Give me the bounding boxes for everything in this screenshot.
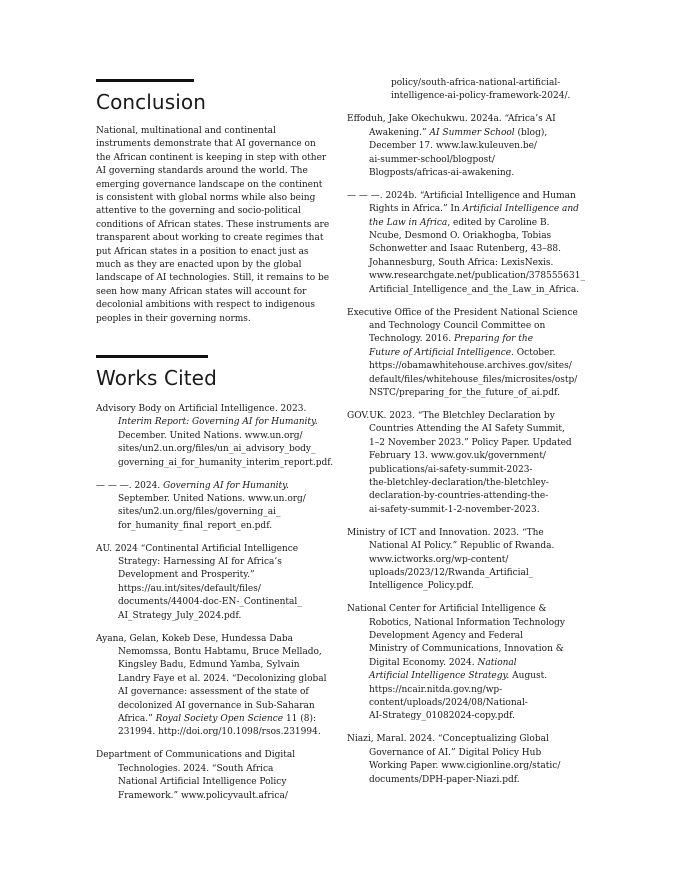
reference-line: Strategy: Harnessing AI for Africa’s (118, 557, 282, 568)
section-rule (96, 79, 194, 82)
reference-line: content/uploads/2024/08/National- (369, 698, 528, 709)
reference-line: Kingsley Badu, Edmund Yamba, Sylvain (118, 660, 300, 671)
reference-line: for_humanity_final_report_en.pdf. (118, 520, 273, 531)
works-cited-heading: Works Cited (96, 366, 217, 390)
reference-line: Nemomssa, Bontu Habtamu, Bruce Mellado, (118, 647, 322, 657)
reference-line: https://ncair.nitda.gov.ng/wp- (369, 684, 503, 695)
reference-line: Digital Economy. 2024. National (369, 657, 517, 668)
reference-line: National AI Policy.” Republic of Rwanda. (369, 541, 555, 552)
reference-line: Effoduh, Jake Okechukwu. 2024a. “Africa’s AI (347, 114, 556, 125)
reference-line: https://obamawhitehouse.archives.gov/sites/ (369, 361, 572, 372)
reference-entry (347, 733, 597, 787)
reference-line: 1–2 November 2023.” Policy Paper. Updated (369, 437, 572, 448)
reference-line: www.ictworks.org/wp-content/ (369, 554, 509, 565)
reference-line: Intelligence_Policy.pdf. (369, 581, 474, 592)
reference-line: — — —. 2024. Governing AI for Humanity. (96, 480, 289, 491)
reference-line: sites/un2.un.org/files/governing_ai_ (118, 507, 281, 518)
reference-line: Awakening.” AI Summer School (blog), (369, 127, 548, 138)
reference-line: Future of Artificial Intelligence. October. (369, 347, 556, 358)
reference-entry (96, 403, 346, 470)
reference-line: Blogposts/africas-ai-awakening. (369, 167, 515, 178)
reference-line: National Center for Artificial Intelligence & (347, 604, 547, 615)
reference-list (347, 77, 597, 797)
reference-line: declaration-by-countries-attending-the- (369, 491, 549, 502)
reference-line: governing_ai_for_humanity_interim_report.pdf. (118, 457, 334, 468)
reference-line: December 17. www.law.kuleuven.be/ (369, 141, 537, 152)
reference-line: Countries Attending the AI Safety Summit, (369, 424, 565, 435)
reference-entry (347, 190, 597, 297)
reference-line: Schonwetter and Isaac Rutenberg, 43–88. (369, 244, 562, 255)
reference-entry (347, 410, 597, 517)
reference-line: default/files/whitehouse_files/microsites/ostp/ (369, 374, 578, 385)
reference-line: decolonized AI governance in Sub-Saharan (118, 700, 315, 711)
reference-line: Ayana, Gelan, Kokeb Dese, Hundessa Daba (96, 633, 293, 644)
reference-entry (96, 480, 346, 534)
reference-entry (347, 113, 597, 180)
reference-line: and Technology Council Committee on (369, 321, 546, 331)
reference-line: documents/44004-doc-EN-_Continental_ (118, 597, 302, 608)
conclusion-heading: Conclusion (96, 90, 206, 114)
reference-line: Niazi, Maral. 2024. “Conceptualizing Global (347, 734, 549, 745)
reference-line: policy/south-africa-national-artificial- (391, 78, 561, 88)
reference-line: September. United Nations. www.un.org/ (118, 493, 306, 504)
reference-entry (347, 603, 597, 724)
reference-line: Interim Report: Governing AI for Humanity. (118, 417, 318, 428)
section-rule (96, 355, 208, 358)
reference-line: the Law in Africa, edited by Caroline B. (369, 217, 550, 228)
reference-line: National Artificial Intelligence Policy (118, 777, 287, 788)
reference-line: Development and Prosperity.” (118, 570, 255, 581)
reference-line: Artificial Intelligence Strategy. August. (369, 671, 548, 682)
reference-line: Robotics, National Information Technology (369, 617, 566, 628)
reference-line: Executive Office of the President National Science (347, 307, 578, 318)
reference-line: sites/un2.un.org/files/un_ai_advisory_body_ (118, 444, 316, 455)
reference-line: ai-safety-summit-1-2-november-2023. (369, 504, 540, 515)
reference-line: Ministry of Communications, Innovation & (369, 644, 564, 655)
reference-line: 231994. http://doi.org/10.1098/rsos.231994. (118, 727, 321, 738)
reference-line: Africa.” Royal Society Open Science 11 (8): (118, 714, 317, 725)
reference-line: www.researchgate.net/publication/378555631_ (369, 271, 585, 282)
reference-line: GOV.UK. 2023. “The Bletchley Declaration by (347, 410, 555, 421)
reference-line: Ministry of ICT and Innovation. 2023. “The (347, 527, 544, 538)
reference-entry (347, 307, 597, 401)
reference-entry (96, 749, 346, 803)
reference-entry (347, 527, 597, 594)
reference-line: Development Agency and Federal (369, 631, 524, 642)
reference-line: the-bletchley-declaration/the-bletchley- (369, 477, 549, 488)
reference-entry (96, 543, 346, 623)
reference-line: AU. 2024 “Continental Artificial Intelligence (96, 543, 299, 554)
conclusion-paragraph: National, multinational and continental instruments demonstrate that AI governance on the African continent is keeping in step with other AI governing standards around the world. The emerging governance landscape on the continent is consistent with global norms while also being attentive to the governing and socio-political conditions of African states. These instruments are transparent about working to create regimes that put African states in a position to enact just as much as they are enacted upon by the global landscape of AI technologies. Still, it remains to be seen how many African states will account for decolonial ambitions with respect to indigenous peoples in their governing norms. (96, 126, 330, 324)
reference-line: — — —. 2024b. “Artificial Intelligence and Human (347, 190, 576, 201)
reference-line: Working Paper. www.cigionline.org/static/ (369, 761, 561, 772)
reference-line: AI_Strategy_July_2024.pdf. (118, 610, 242, 621)
reference-line: Landry Faye et al. 2024. “Decolonizing global (118, 673, 327, 684)
reference-line: publications/ai-safety-summit-2023- (369, 464, 533, 475)
reference-list (96, 403, 346, 812)
reference-line: Rights in Africa.” In Artificial Intelligence and (369, 204, 579, 215)
reference-line: AI governance: assessment of the state of (118, 687, 309, 698)
reference-line: Technology. 2016. Preparing for the (369, 334, 534, 345)
reference-line: Ncube, Desmond O. Oriakhogba, Tobias (369, 231, 552, 242)
reference-line: Artificial_Intelligence_and_the_Law_in_Africa. (369, 284, 580, 295)
reference-line: documents/DPH-paper-Niazi.pdf. (369, 774, 520, 785)
reference-line: Department of Communications and Digital (96, 750, 296, 761)
reference-line: AI-Strategy_01082024-copy.pdf. (369, 711, 516, 722)
reference-line: Advisory Body on Artificial Intelligence. 2023. (96, 404, 307, 414)
reference-line: NSTC/preparing_for_the_future_of_ai.pdf. (369, 388, 560, 399)
reference-line: intelligence-ai-policy-framework-2024/. (391, 91, 571, 102)
reference-entry (347, 77, 597, 104)
reference-line: https://au.int/sites/default/files/ (118, 583, 261, 594)
reference-line: ai-summer-school/blogpost/ (369, 154, 495, 165)
reference-line: Johannesburg, South Africa: LexisNexis. (369, 257, 554, 268)
reference-line: Governance of AI.” Digital Policy Hub (369, 747, 542, 758)
reference-line: December. United Nations. www.un.org/ (118, 430, 303, 441)
reference-line: Framework.” www.policyvault.africa/ (118, 790, 288, 801)
reference-line: Technologies. 2024. “South Africa (118, 763, 274, 774)
reference-line: February 13. www.gov.uk/government/ (369, 451, 546, 462)
reference-line: uploads/2023/12/Rwanda_Artificial_ (369, 567, 534, 578)
reference-entry (96, 633, 346, 740)
